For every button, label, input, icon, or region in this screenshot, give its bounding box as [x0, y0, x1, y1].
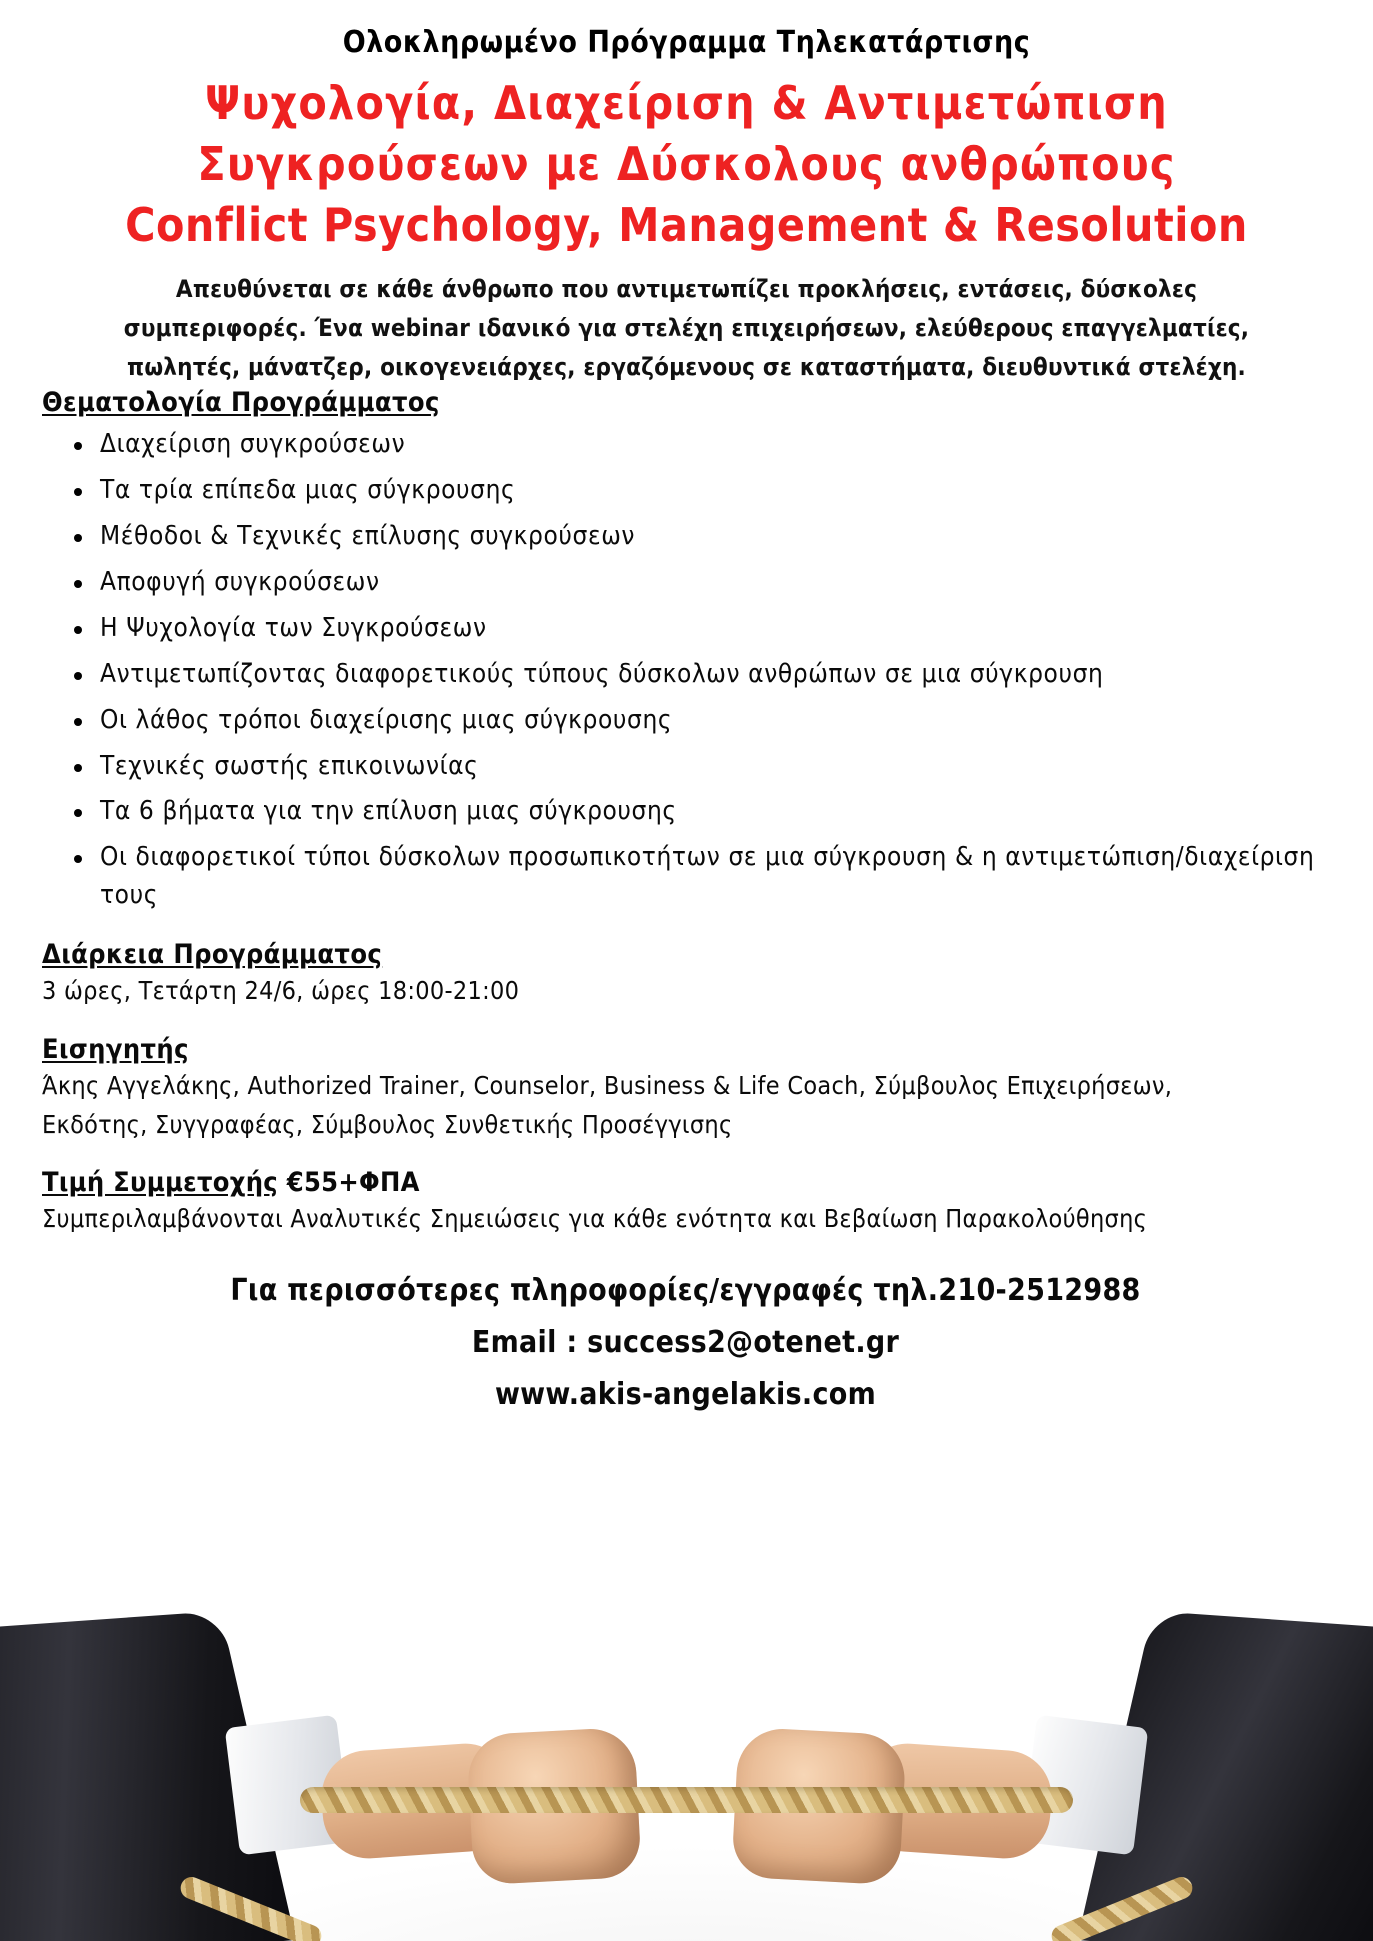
price-heading: Τιμή Συμμετοχής	[42, 1167, 278, 1199]
duration-section	[42, 939, 1329, 1009]
instructor-section	[42, 1034, 1329, 1144]
duration-text: 3 ώρες, Τετάρτη 24/6, ώρες 18:00-21:00	[42, 976, 520, 1006]
intro-line-3: πωλητές, μάνατζερ, οικογενειάρχες, εργαζόμενους σε καταστήματα, διευθυντικά στελέχη.	[127, 352, 1246, 381]
list-item: Τα τρία επίπεδα μιας σύγκρουσης	[42, 472, 1329, 510]
topics-list	[42, 426, 1329, 915]
contact-block	[42, 1265, 1329, 1420]
price-heading-row	[42, 1167, 1329, 1198]
list-item: Τεχνικές σωστής επικοινωνίας	[42, 748, 1329, 786]
intro-line-1: Απευθύνεται σε κάθε άνθρωπο που αντιμετωπίζει προκλήσεις, εντάσεις, δύσκολες	[175, 275, 1198, 304]
list-item: Οι διαφορετικοί τύποι δύσκολων προσωπικοτήτων σε μια σύγκρουση & η αντιμετώπιση/διαχείριση τους	[42, 839, 1329, 915]
intro-paragraph	[84, 270, 1289, 387]
instructor-line-1: Άκης Αγγελάκης, Authorized Trainer, Counselor, Business & Life Coach, Σύμβουλος Επιχειρήσεων,	[42, 1070, 1173, 1100]
contact-phone: Για περισσότερες πληροφορίες/εγγραφές τηλ.210-2512988	[230, 1273, 1141, 1309]
instructor-line-2: Εκδότης, Συγγραφέας, Σύμβουλος Συνθετικής Προσέγγισης	[42, 1109, 733, 1139]
price-note: Συμπεριλαμβάνονται Αναλυτικές Σημειώσεις για κάθε ενότητα και Βεβαίωση Παρακολούθησης	[42, 1204, 1148, 1234]
list-item: Αντιμετωπίζοντας διαφορετικούς τύπους δύσκολων ανθρώπων σε μια σύγκρουση	[42, 656, 1329, 694]
list-item: Τα 6 βήματα για την επίλυση μιας σύγκρουσης	[42, 793, 1329, 831]
tug-of-war-photo	[0, 1611, 1373, 1941]
list-item: Μέθοδοι & Τεχνικές επίλυσης συγκρούσεων	[42, 518, 1329, 556]
title-greek-line-1: Ψυχολογία, Διαχείριση & Αντιμετώπιση	[205, 76, 1168, 130]
contact-email: Email : success2@otenet.gr	[471, 1324, 900, 1360]
poster-body	[0, 387, 1373, 1420]
program-kicker: Ολοκληρωμένο Πρόγραμμα Τηλεκατάρτισης	[342, 25, 1031, 60]
list-item: Αποφυγή συγκρούσεων	[42, 564, 1329, 602]
duration-heading: Διάρκεια Προγράμματος	[42, 939, 383, 971]
price-section	[42, 1167, 1329, 1237]
contact-website: www.akis-angelakis.com	[494, 1376, 877, 1412]
rope	[300, 1787, 1073, 1813]
list-item: Η Ψυχολογία των Συγκρούσεων	[42, 610, 1329, 648]
title-greek	[0, 73, 1373, 194]
list-item: Διαχείριση συγκρούσεων	[42, 426, 1329, 464]
intro-line-2: συμπεριφορές. Ένα webinar ιδανικό για στελέχη επιχειρήσεων, ελεύθερους επαγγελματίες,	[123, 314, 1250, 343]
instructor-heading: Εισηγητής	[42, 1033, 189, 1065]
title-english: Conflict Psychology, Management & Resolution	[125, 198, 1248, 253]
topics-heading: Θεματολογία Προγράμματος	[42, 386, 440, 418]
price-amount: €55+ΦΠΑ	[286, 1167, 420, 1199]
title-greek-line-2: Συγκρούσεων με Δύσκολους ανθρώπους	[197, 136, 1176, 191]
list-item: Οι λάθος τρόποι διαχείρισης μιας σύγκρουσης	[42, 702, 1329, 740]
